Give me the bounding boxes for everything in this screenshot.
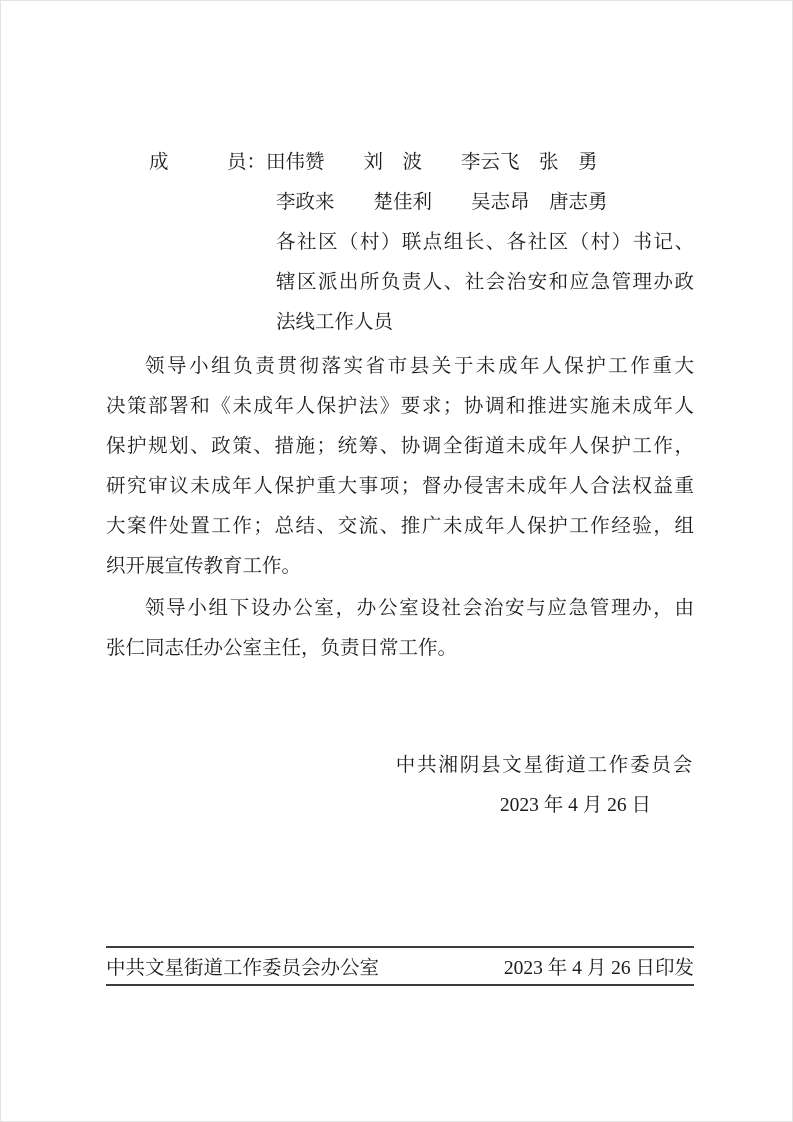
member-line: 辖区派出所负责人、社会治安和应急管理办政 [276, 272, 694, 293]
paragraph-line: 大案件处置工作；总结、交流、推广未成年人保护工作经验，组 [106, 516, 694, 537]
responsibilities-paragraph [106, 347, 694, 587]
paragraph-line: 领导小组下设办公室，办公室设社会治安与应急管理办，由 [145, 598, 694, 619]
paragraph-line: 张仁同志任办公室主任，负责日常工作。 [106, 638, 458, 659]
office-paragraph [106, 589, 694, 669]
member-line: 各社区（村）联点组长、各社区（村）书记、 [276, 232, 694, 253]
document-content [106, 143, 694, 986]
document-footer [106, 946, 694, 986]
signature-date: 2023 年 4 月 26 日 [499, 795, 651, 816]
paragraph-line: 决策部署和《未成年人保护法》要求；协调和推进实施未成年人 [106, 396, 694, 417]
signature-organization: 中共湘阴县文星街道工作委员会 [395, 755, 694, 776]
paragraph-line: 织开展宣传教育工作。 [106, 556, 302, 577]
footer-print-date: 2023 年 4 月 26 日印发 [503, 958, 694, 979]
signature-block [106, 746, 694, 826]
paragraph-line: 领导小组负责贯彻落实省市县关于未成年人保护工作重大 [145, 356, 694, 377]
paragraph-line: 研究审议未成年人保护重大事项；督办侵害未成年人合法权益重 [106, 476, 694, 497]
paragraph-line: 保护规划、政策、措施；统筹、协调全街道未成年人保护工作， [106, 436, 694, 457]
member-line: 法线工作人员 [276, 312, 394, 333]
member-line: 李政来 楚佳利 吴志昂 唐志勇 [276, 192, 608, 213]
member-list [106, 143, 694, 343]
member-line: 成 员：田伟赞 刘 波 李云飞 张 勇 [149, 152, 598, 173]
footer-issuing-office: 中共文星街道工作委员会办公室 [106, 958, 380, 979]
